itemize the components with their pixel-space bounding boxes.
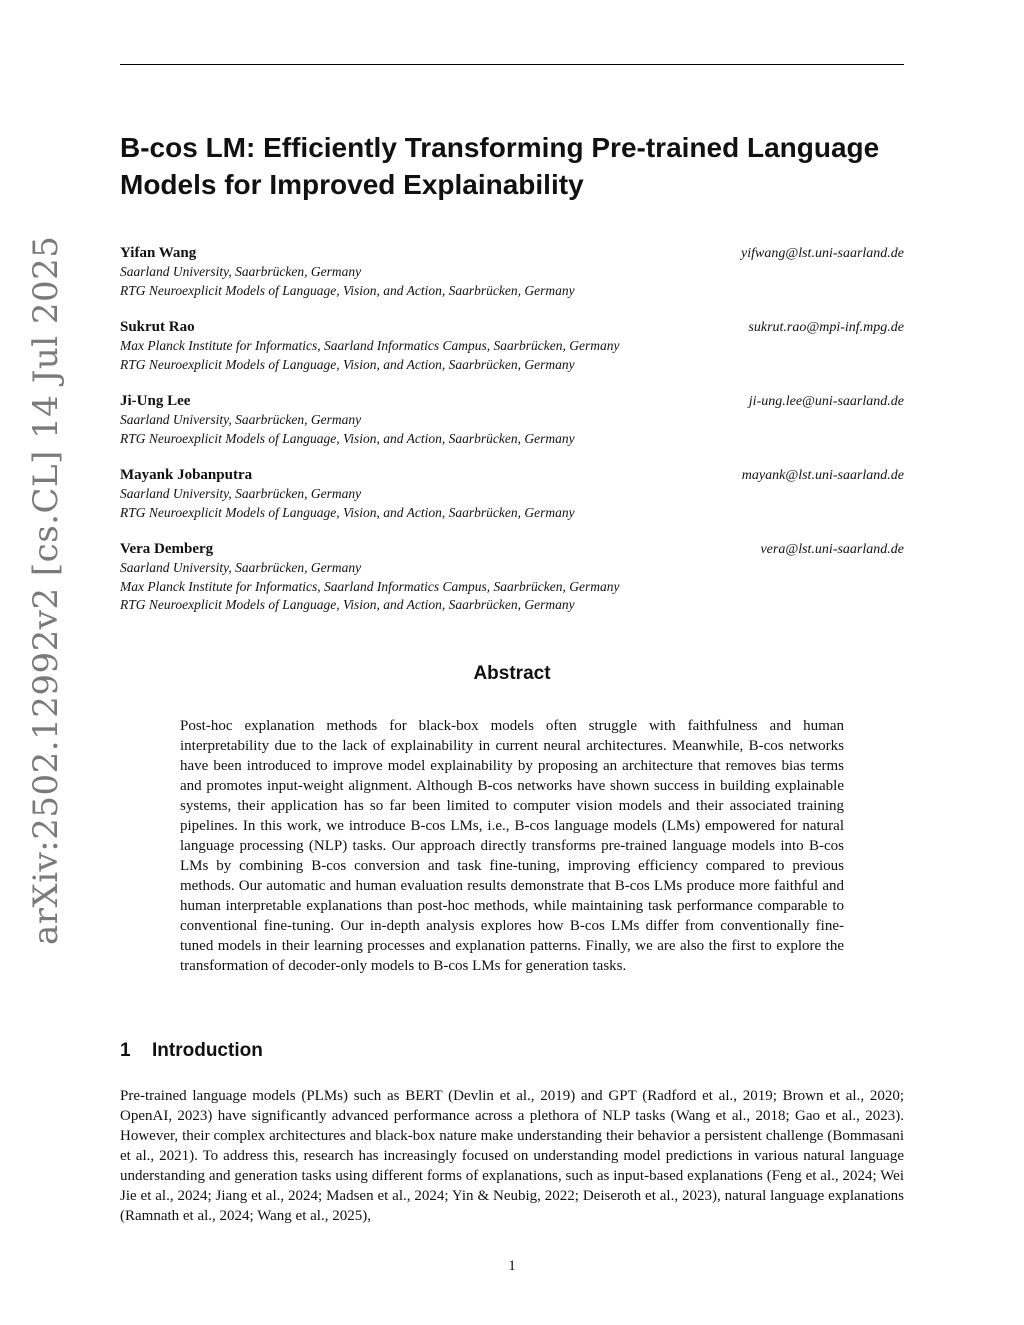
author-name: Vera Demberg: [120, 541, 214, 557]
author-affiliation: RTG Neuroexplicit Models of Language, Vision, and Action, Saarbrücken, Germany: [120, 430, 575, 446]
author-affiliation: RTG Neuroexplicit Models of Language, Vision, and Action, Saarbrücken, Germany: [120, 356, 575, 372]
author-affiliation: Saarland University, Saarbrücken, Germany: [120, 486, 362, 501]
paper-title: B-cos LM: Efficiently Transforming Pre-trained Language Models for Improved Explainability: [120, 132, 880, 200]
author-affiliation: Saarland University, Saarbrücken, Germany: [120, 412, 362, 427]
arxiv-identifier[interactable]: arXiv:2502.12992v2 [cs.CL] 14 Jul 2025: [26, 235, 66, 945]
header-rule: [120, 64, 904, 65]
author-affiliation: RTG Neuroexplicit Models of Language, Vision, and Action, Saarbrücken, Germany: [120, 504, 575, 520]
author-name: Ji-Ung Lee: [120, 393, 191, 409]
author-affiliation: Max Planck Institute for Informatics, Saarland Informatics Campus, Saarbrücken, Germany: [120, 578, 620, 594]
author-block: [120, 392, 904, 466]
author-block: [120, 318, 904, 392]
author-block: [120, 244, 904, 318]
author-email[interactable]: mayank@lst.uni-saarland.de: [741, 468, 904, 483]
author-affiliation: RTG Neuroexplicit Models of Language, Vision, and Action, Saarbrücken, Germany: [120, 597, 575, 612]
abstract-text: Post-hoc explanation methods for black-box models often struggle with faithfulness and human interpretability due to the lack of explainability in current neural architectures. Meanwhile, B-cos networks have been introduced to improve model explainability by proposing an architecture that removes bias terms and promotes input-weight alignment. Although B-cos networks have shown success in building explainable systems, their application has so far been limited to computer vision models and their associated training pipelines. In this work, we introduce B-cos LMs, i.e., B-cos language models (LMs) empowered for natural language processing (NLP) tasks. Our approach directly transforms pre-trained language models into B-cos LMs by combining B-cos conversion and task fine-tuning, improving efficiency compared to previous methods. Our automatic and human evaluation results demonstrate that B-cos LMs produce more faithful and human interpretable explanations than post-hoc methods, while maintaining task performance comparable to conventional fine-tuning. Our in-depth analysis explores how B-cos LMs differ from conventionally fine-tuned models in their learning processes and explanation patterns. Finally, we are also the first to explore the transformation of decoder-only models to B-cos LMs for generation tasks.: [180, 718, 844, 974]
introduction-text: Pre-trained language models (PLMs) such as BERT (Devlin et al., 2019) and GPT (Radford et al., 2019; Brown et al., 2020; OpenAI, 2023) have significantly advanced performance across a plethora of NLP tasks (Wang et al., 2018; Gao et al., 2023). However, their complex architectures and black-box nature make understanding their behavior a persistent challenge (Bommasani et al., 2021). To address this, research has increasingly focused on understanding model predictions in various natural language understanding and generation tasks using different forms of explanations, such as input-based explanations (Feng et al., 2024; Wei Jie et al., 2024; Jiang et al., 2024; Madsen et al., 2024; Yin & Neubig, 2022; Deiseroth et al., 2023), natural language explanations (Ramnath et al., 2024; Wang et al., 2025),: [120, 1088, 904, 1224]
author-name: Yifan Wang: [120, 245, 197, 261]
section-heading: [120, 1040, 263, 1062]
author-email[interactable]: sukrut.rao@mpi-inf.mpg.de: [748, 320, 904, 335]
author-affiliation: RTG Neuroexplicit Models of Language, Vision, and Action, Saarbrücken, Germany: [120, 282, 575, 298]
author-email[interactable]: yifwang@lst.uni-saarland.de: [741, 246, 904, 261]
author-email[interactable]: ji-ung.lee@uni-saarland.de: [748, 394, 904, 409]
author-name: Sukrut Rao: [120, 319, 195, 335]
author-affiliation: Saarland University, Saarbrücken, Germany: [120, 560, 362, 575]
author-block: [120, 540, 904, 632]
author-affiliation: Max Planck Institute for Informatics, Saarland Informatics Campus, Saarbrücken, Germany: [120, 338, 620, 353]
abstract-heading: Abstract: [473, 663, 551, 684]
author-email[interactable]: vera@lst.uni-saarland.de: [760, 542, 904, 557]
page-number: 1: [508, 1258, 516, 1274]
author-block: [120, 466, 904, 540]
section-number: 1: [120, 1040, 131, 1061]
author-list: [120, 244, 904, 632]
author-affiliation: Saarland University, Saarbrücken, Germany: [120, 264, 362, 279]
author-name: Mayank Jobanputra: [120, 467, 253, 483]
section-title: Introduction: [152, 1040, 263, 1061]
